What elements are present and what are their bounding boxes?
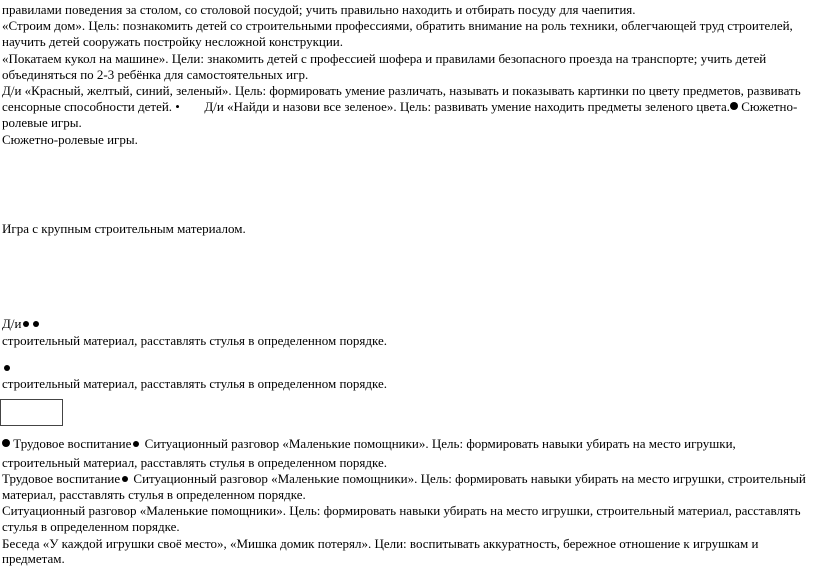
material-line-2: строительный материал, расставлять стулья в определенном порядке. — [2, 376, 388, 391]
bullet-icon — [730, 102, 738, 110]
labor-title-2: Трудовое воспитание — [2, 471, 121, 486]
text-line-2: «Строим дом». Цель: познакомить детей со строительными профессиями, обратить внимание на роль техники, облегчающей труд строителей, — [2, 18, 793, 33]
bullet-icon — [33, 321, 39, 327]
tail-line-5: стулья в определенном порядке. — [2, 519, 180, 534]
labor-line — [2, 436, 736, 452]
text-line-3: научить детей сооружать постройку несложной конструкции. — [2, 34, 344, 49]
roleplay-heading: Сюжетно-ролевые игры. — [2, 132, 138, 147]
bullet-icon — [2, 439, 10, 447]
bullet-line — [2, 360, 12, 376]
empty-box — [0, 399, 63, 426]
tail-line-2 — [2, 471, 806, 487]
text-line-1: правилами поведения за столом, со столовой посудой; учить правильно находить и отбирать посуду для чаепития. — [2, 2, 636, 17]
tail-line-1: строительный материал, расставлять стулья в определенном порядке. — [2, 455, 388, 470]
text-line-7-middle: Д/и «Найди и назови все зеленое». Цель: развивать умение находить предметы зеленого цвета. — [204, 99, 730, 114]
text-line-6: Д/и «Красный, желтый, синий, зеленый». Цель: формировать умение различать, называть и показывать картинки по цвету предметов, развивать — [2, 83, 801, 98]
text-line-7-end: Сюжетно- — [737, 99, 798, 114]
labor-title: Трудовое воспитание — [13, 436, 132, 451]
text-line-8: ролевые игры. — [2, 115, 82, 130]
bullet-icon — [23, 321, 29, 327]
labor-text: Ситуационный разговор «Маленькие помощники». Цель: формировать навыки убирать на место игрушки, — [141, 436, 736, 451]
text-line-7-start: сенсорные способности детей. • — [2, 99, 180, 114]
text-line-4: «Покатаем кукол на машине». Цели: знакомить детей с профессией шофера и правилами безопасного проезда на транспорте; учить детей — [2, 51, 767, 66]
tail-line-6: Беседа «У каждой игрушки своё место», «Мишка домик потерял». Цели: воспитывать аккуратность, бережное отношение к игрушкам и — [2, 536, 759, 551]
di-label-line — [2, 316, 41, 332]
bullet-icon — [122, 476, 128, 482]
bullet-icon — [133, 441, 139, 447]
tail-line-7: предметам. — [2, 551, 65, 566]
material-line-1: строительный материал, расставлять стулья в определенном порядке. — [2, 333, 388, 348]
tail-line-4: Ситуационный разговор «Маленькие помощники». Цель: формировать навыки убирать на место игрушки, строительный материал, расставлять — [2, 503, 801, 518]
tail-line-3: материал, расставлять стулья в определенном порядке. — [2, 487, 306, 502]
di-label: Д/и — [2, 316, 22, 331]
text-line-5: объединяться по 2-3 ребёнка для самостоятельных игр. — [2, 67, 309, 82]
bullet-icon — [4, 365, 10, 371]
text-line-7 — [2, 99, 797, 115]
construction-heading: Игра с крупным строительным материалом. — [2, 221, 246, 236]
labor-text-2: Ситуационный разговор «Маленькие помощники». Цель: формировать навыки убирать на место игрушки, строительный — [130, 471, 806, 486]
